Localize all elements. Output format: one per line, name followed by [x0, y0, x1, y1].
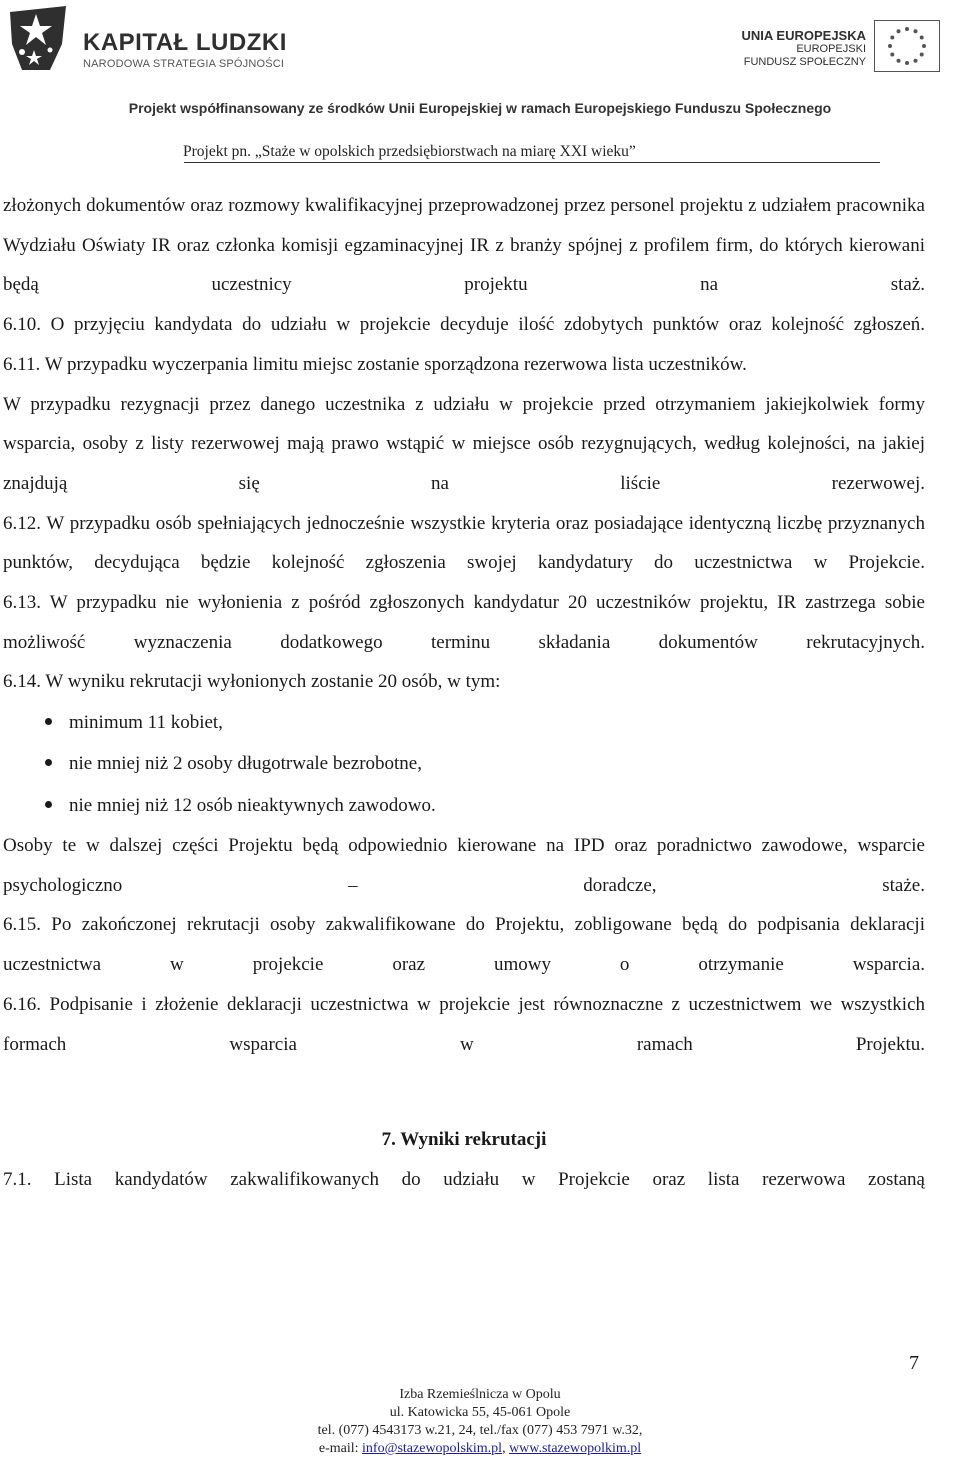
list-item — [3, 743, 925, 784]
list-item-text: nie mniej niż 12 osób nieaktywnych zawodowo. — [69, 794, 436, 816]
document-body — [3, 186, 925, 1200]
list-item-text: minimum 11 kobiet, — [69, 712, 223, 734]
list-item-text: nie mniej niż 2 osoby długotrwale bezrobotne, — [69, 753, 422, 775]
paragraph-6-10: 6.10. O przyjęciu kandydata do udziału w projekcie decyduje ilość zdobytych punktów oraz kolejność zgłoszeń. — [3, 314, 925, 336]
page-header — [0, 0, 960, 170]
page-footer — [0, 1386, 960, 1458]
email-link[interactable]: info@stazewopolskim.pl — [362, 1441, 503, 1456]
eu-flag-icon — [874, 20, 940, 72]
footer-sep: , — [502, 1441, 506, 1456]
paragraph-6-11: 6.11. W przypadku wyczerpania limitu miejsc zostanie sporządzona rezerwowa lista uczestników. — [3, 353, 747, 375]
paragraph-6-16: 6.16. Podpisanie i złożenie deklaracji uczestnictwa w projekcie jest równoznaczne z uczestnictwem we wszystkich formach wsparcia w ramach Projektu. — [3, 993, 925, 1055]
website-link[interactable]: www.stazewopolkim.pl — [509, 1441, 642, 1456]
criteria-list — [3, 702, 925, 826]
paragraph-6-12: 6.12. W przypadku osób spełniających jednocześnie wszystkie kryteria oraz posiadające identyczną liczbę przyznanych punktów, decydująca będzie kolejność zgłoszenia swojej kandydatury do uczestnictwa w Projekcie. — [3, 512, 925, 574]
kapital-ludzki-name: KAPITAŁ LUDZKI — [83, 29, 287, 56]
page-number: 7 — [909, 1352, 919, 1374]
list-item — [3, 702, 925, 743]
eu-text-block — [742, 28, 866, 69]
eu-line2: EUROPEJSKI — [796, 43, 866, 55]
footer-line3: tel. (077) 4543173 w.21, 24, tel./fax (077) 453 7971 w.32, — [317, 1423, 643, 1438]
paragraph-6-11-cont: W przypadku rezygnacji przez danego uczestnika z udziału w projekcie przed otrzymaniem jakiejkolwiek formy wsparcia, osoby z listy rezerwowej mają prawo wstąpić w miejsce osób rezygnujących, według kolejności, na jakiej znajdują się na liście rezerwowej. — [3, 393, 925, 494]
kapital-ludzki-logo-icon — [6, 4, 76, 74]
footer-line1: Izba Rzemieślnicza w Opolu — [399, 1387, 561, 1402]
section-title-7: 7. Wyniki rekrutacji — [381, 1129, 547, 1151]
eu-line3: FUNDUSZ SPOŁECZNY — [743, 56, 866, 68]
paragraph-6-14: 6.14. W wyniku rekrutacji wyłonionych zostanie 20 osób, w tym: — [3, 671, 501, 693]
bullet-icon — [45, 718, 52, 725]
paragraph-6-13: 6.13. W przypadku nie wyłonienia z pośród zgłoszonych kandydatur 20 uczestników projektu, IR zastrzega sobie możliwość wyznaczenia dodatkowego terminu składania dokumentów rekrutacyjnych. — [3, 592, 925, 653]
paragraph-6-15: 6.15. Po zakończonej rekrutacji osoby zakwalifikowane do Projektu, zobligowane będą do podpisania deklaracji uczestnictwa w projekcie oraz umowy o otrzymanie wsparcia. — [3, 914, 925, 976]
paragraph-intro: złożonych dokumentów oraz rozmowy kwalifikacyjnej przeprowadzonej przez personel projektu z udziałem pracownika Wydziału Oświaty IR oraz członka komisji egzaminacyjnej IR z branży spójnej z profilem firm, do których kierowani będą uczestnicy projektu na staż. — [3, 195, 925, 296]
paragraph-osoby: Osoby te w dalszej części Projektu będą odpowiednio kierowane na IPD oraz poradnictwo zawodowe, wsparcie psychologiczno – doradcze, staże. — [3, 835, 925, 896]
email-prefix: e-mail: — [318, 1441, 359, 1456]
bullet-icon — [45, 759, 52, 766]
bullet-icon — [45, 801, 52, 808]
list-item — [3, 785, 925, 826]
header-divider — [184, 162, 880, 163]
project-name: Projekt pn. „Staże w opolskich przedsiębiorstwach na miarę XXI wieku” — [183, 143, 636, 160]
kapital-ludzki-subtitle: NARODOWA STRATEGIA SPÓJNOŚCI — [83, 58, 285, 70]
footer-contact — [0, 1440, 960, 1458]
cofunding-note: Projekt współfinansowany ze środków Unii Europejskiej w ramach Europejskiego Funduszu Społecznego — [128, 100, 832, 116]
footer-line2: ul. Katowicka 55, 45-061 Opole — [389, 1405, 571, 1420]
eu-line1: UNIA EUROPEJSKA — [741, 28, 866, 43]
paragraph-7-1: 7.1. Lista kandydatów zakwalifikowanych do udziału w Projekcie oraz lista rezerwowa zostaną — [3, 1168, 925, 1190]
